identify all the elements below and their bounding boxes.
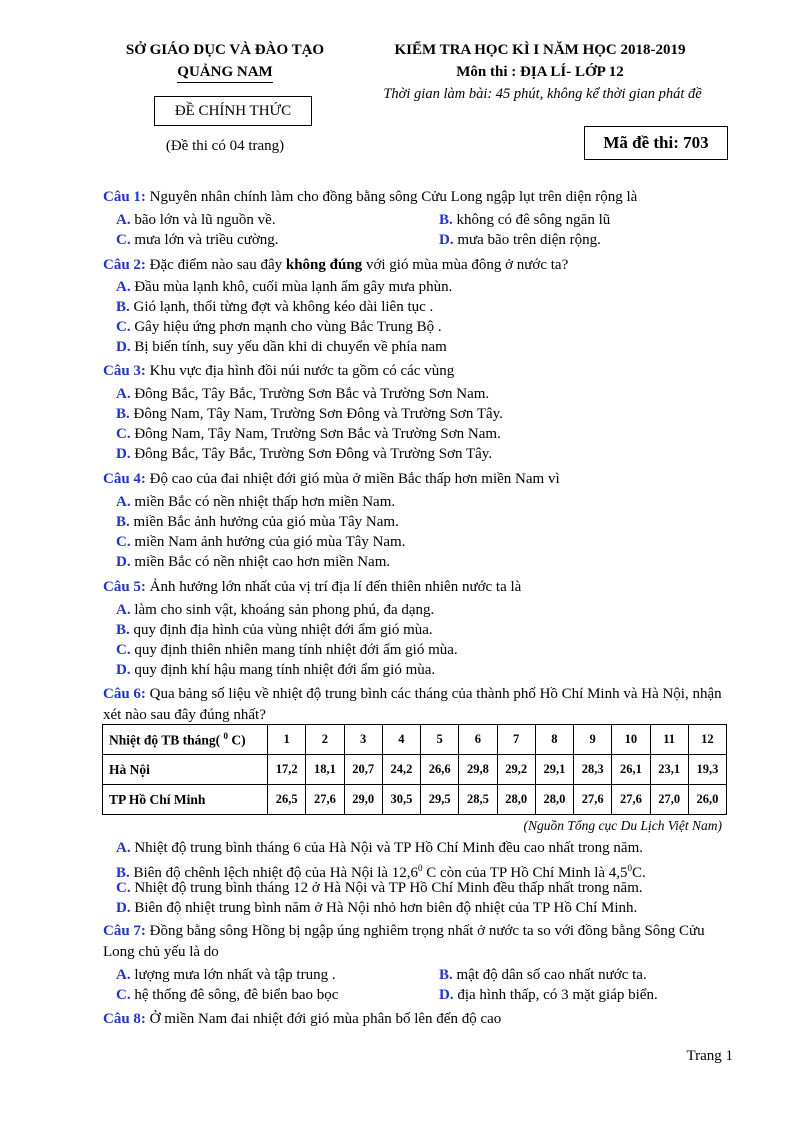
table-cell: 28,5 — [459, 785, 497, 815]
option-text: Bị biến tính, suy yếu dần khi di chuyển về phía nam — [134, 339, 447, 355]
month-header: 7 — [497, 725, 535, 755]
month-header: 5 — [421, 725, 459, 755]
table-cell: 26,6 — [421, 755, 459, 785]
option-letter: D. — [439, 987, 454, 1003]
question-label: Câu 2: — [103, 257, 146, 273]
question-text: Nguyên nhân chính làm cho đồng bằng sông Cửu Long ngập lụt trên diện rộng là — [145, 189, 638, 205]
q6-option-c[interactable] — [116, 878, 643, 898]
q7-option-a[interactable] — [116, 965, 336, 985]
table-cell: 29,1 — [535, 755, 573, 785]
option-letter: D. — [116, 339, 131, 355]
q1-option-d[interactable] — [439, 230, 601, 250]
question-text: Ảnh hưởng lớn nhất của vị trí địa lí đến thiên nhiên nước ta là — [145, 579, 522, 595]
option-letter: D. — [116, 662, 131, 678]
option-letter: B. — [116, 299, 130, 315]
month-header: 8 — [535, 725, 573, 755]
month-header: 3 — [344, 725, 382, 755]
option-letter: D. — [439, 232, 454, 248]
question-text: Độ cao của đai nhiệt đới gió mùa ở miền Bắc thấp hơn miền Nam vì — [145, 471, 560, 487]
option-text: Đông Nam, Tây Nam, Trường Sơn Đông và Trường Sơn Tây. — [133, 406, 503, 422]
table-cell: 27,0 — [650, 785, 688, 815]
official-exam-box: ĐỀ CHÍNH THỨC — [154, 96, 312, 126]
q6-option-d[interactable] — [116, 898, 637, 918]
option-text: làm cho sinh vật, khoáng sản phong phú, đa dạng. — [134, 602, 435, 618]
q1-option-b[interactable] — [439, 210, 610, 230]
temperature-table — [102, 724, 727, 815]
question-4 — [103, 469, 728, 489]
option-letter: D. — [116, 446, 131, 462]
option-text: hệ thống đê sông, đê biển bao bọc — [134, 987, 339, 1003]
q3-option-c[interactable] — [116, 424, 501, 444]
option-text: mật độ dân số cao nhất nước ta. — [456, 967, 647, 983]
q2-option-b[interactable] — [116, 297, 433, 317]
option-text: Đầu mùa lạnh khô, cuối mùa lạnh ẩm gây mưa phùn. — [134, 279, 453, 295]
question-text: Đồng bằng sông Hồng bị ngập úng nghiêm trọng nhất ở nước ta so với đồng bằng Sông Cửu Long chủ yếu là do — [103, 923, 705, 960]
q5-option-d[interactable] — [116, 660, 435, 680]
option-letter: B. — [439, 212, 453, 228]
option-letter: C. — [116, 534, 131, 550]
table-cell: 26,0 — [688, 785, 726, 815]
option-text: miền Nam ảnh hưởng của gió mùa Tây Nam. — [134, 534, 406, 550]
header-label-sup: 0 — [223, 730, 229, 741]
table-cell: 29,8 — [459, 755, 497, 785]
table-row — [103, 785, 727, 815]
month-header: 12 — [688, 725, 726, 755]
option-text: Đông Bắc, Tây Bắc, Trường Sơn Đông và Trường Sơn Tây. — [134, 446, 493, 462]
option-letter: C. — [116, 232, 131, 248]
option-letter: A. — [116, 279, 131, 295]
question-label: Câu 6: — [103, 686, 146, 702]
table-cell: 26,5 — [268, 785, 306, 815]
question-5 — [103, 577, 728, 597]
option-text: lượng mưa lớn nhất và tập trung . — [134, 967, 336, 983]
degree-sup: 0 — [627, 863, 633, 873]
table-cell: 26,1 — [612, 755, 650, 785]
q1-option-c[interactable] — [116, 230, 279, 250]
q4-option-a[interactable] — [116, 492, 395, 512]
question-text-end: với gió mùa mùa đông ở nước ta? — [362, 257, 569, 273]
option-text: Gây hiệu ứng phơn mạnh cho vùng Bắc Trung Bộ . — [134, 319, 442, 335]
table-cell: 27,6 — [306, 785, 344, 815]
question-7 — [103, 921, 728, 963]
question-emphasis: không đúng — [285, 257, 363, 273]
option-letter: A. — [116, 494, 131, 510]
table-cell: 29,0 — [344, 785, 382, 815]
q1-option-a[interactable] — [116, 210, 276, 230]
q7-option-b[interactable] — [439, 965, 647, 985]
month-header: 6 — [459, 725, 497, 755]
q3-option-b[interactable] — [116, 404, 503, 424]
q5-option-b[interactable] — [116, 620, 433, 640]
option-text: Biên độ chênh lệch nhiệt độ của Hà Nội là 12,6 — [133, 865, 419, 881]
question-text: Ở miền Nam đai nhiệt đới gió mùa phân bố lên đến độ cao — [145, 1011, 502, 1027]
option-letter: A. — [116, 212, 131, 228]
q3-option-d[interactable] — [116, 444, 492, 464]
q4-option-d[interactable] — [116, 552, 390, 572]
question-label: Câu 7: — [103, 923, 146, 939]
pages-note: (Đề thi có 04 trang) — [165, 138, 285, 154]
table-cell: 27,6 — [612, 785, 650, 815]
q7-option-d[interactable] — [439, 985, 658, 1005]
option-letter: B. — [439, 967, 453, 983]
option-text: Đông Bắc, Tây Bắc, Trường Sơn Bắc và Trường Sơn Nam. — [134, 386, 490, 402]
question-3 — [103, 361, 728, 381]
table-cell: 19,3 — [688, 755, 726, 785]
question-2 — [103, 255, 728, 275]
page-number: Trang 1 — [686, 1048, 733, 1064]
exam-code-box: Mã đề thi: 703 — [584, 126, 728, 160]
month-header: 9 — [574, 725, 612, 755]
q2-option-d[interactable] — [116, 337, 447, 357]
question-text: Khu vực địa hình đồi núi nước ta gồm có các vùng — [145, 363, 455, 379]
q5-option-c[interactable] — [116, 640, 458, 660]
table-cell: 24,2 — [382, 755, 420, 785]
option-text: mưa lớn và triều cường. — [134, 232, 279, 248]
table-cell: 17,2 — [268, 755, 306, 785]
table-header-label — [103, 725, 268, 755]
q2-option-a[interactable] — [116, 277, 452, 297]
table-cell: 30,5 — [382, 785, 420, 815]
option-letter: B. — [116, 514, 130, 530]
option-text: bão lớn và lũ nguồn về. — [134, 212, 276, 228]
header-label-text: Nhiệt độ TB tháng( — [109, 732, 224, 748]
q3-option-a[interactable] — [116, 384, 489, 404]
option-letter: A. — [116, 967, 131, 983]
table-row — [103, 755, 727, 785]
q5-option-a[interactable] — [116, 600, 434, 620]
option-letter: B. — [116, 622, 130, 638]
q6-option-a[interactable] — [116, 838, 643, 858]
province-name — [95, 64, 355, 81]
option-letter: B. — [116, 406, 130, 422]
option-text: Đông Nam, Tây Nam, Trường Sơn Bắc và Trường Sơn Nam. — [134, 426, 501, 442]
option-letter: C. — [116, 987, 131, 1003]
q2-option-c[interactable] — [116, 317, 442, 337]
option-letter: A. — [116, 840, 131, 856]
option-letter: C. — [116, 880, 131, 896]
table-cell: 27,6 — [574, 785, 612, 815]
degree-sup: 0 — [418, 863, 423, 873]
option-text: miền Bắc ảnh hưởng của gió mùa Tây Nam. — [133, 514, 399, 530]
question-6 — [103, 684, 728, 726]
table-cell: 29,2 — [497, 755, 535, 785]
option-text: Nhiệt độ trung bình tháng 12 ở Hà Nội và TP Hồ Chí Minh đều thấp nhất trong năm. — [134, 880, 643, 896]
q4-option-b[interactable] — [116, 512, 399, 532]
exam-subject: Môn thi : ĐỊA LÍ- LỚP 12 — [456, 64, 624, 80]
option-text: không có đê sông ngăn lũ — [456, 212, 611, 228]
question-label: Câu 4: — [103, 471, 146, 487]
province-label: QUẢNG NAM — [177, 64, 272, 83]
table-header-row — [103, 725, 727, 755]
option-text: quy định khí hậu mang tính nhiệt đới ẩm gió mùa. — [134, 662, 436, 678]
option-text: địa hình thấp, có 3 mặt giáp biển. — [457, 987, 658, 1003]
table-cell: 28,0 — [497, 785, 535, 815]
option-text: quy định thiên nhiên mang tính nhiệt đới ẩm gió mùa. — [134, 642, 458, 658]
month-header: 1 — [268, 725, 306, 755]
question-label: Câu 3: — [103, 363, 146, 379]
option-letter: C. — [116, 642, 131, 658]
question-text: Qua bảng số liệu về nhiệt độ trung bình các tháng của thành phố Hồ Chí Minh và Hà Nội, nhận xét nào sau đây đúng nhất? — [103, 686, 722, 723]
month-header: 2 — [306, 725, 344, 755]
option-letter: C. — [116, 426, 131, 442]
option-text-mid: C còn của TP Hồ Chí Minh là 4,5 — [422, 865, 628, 881]
q4-option-c[interactable] — [116, 532, 405, 552]
city-name: TP Hồ Chí Minh — [103, 785, 268, 815]
q7-option-c[interactable] — [116, 985, 338, 1005]
option-text: miền Bắc có nền nhiệt thấp hơn miền Nam. — [134, 494, 396, 510]
question-label: Câu 1: — [103, 189, 146, 205]
month-header: 10 — [612, 725, 650, 755]
department-name: SỞ GIÁO DỤC VÀ ĐÀO TẠO — [125, 42, 325, 58]
question-text: Đặc điểm nào sau đây — [145, 257, 286, 273]
option-text-end: C. — [632, 865, 646, 881]
table-cell: 18,1 — [306, 755, 344, 785]
option-letter: D. — [116, 900, 131, 916]
option-text: Nhiệt độ trung bình tháng 6 của Hà Nội và TP Hồ Chí Minh đều cao nhất trong năm. — [134, 840, 644, 856]
month-header: 11 — [650, 725, 688, 755]
header-label-unit: C) — [228, 732, 246, 748]
table-cell: 28,0 — [535, 785, 573, 815]
option-text: mưa bão trên diện rộng. — [457, 232, 601, 248]
table-cell: 29,5 — [421, 785, 459, 815]
option-text: Biên độ nhiệt trung bình năm ở Hà Nội nhỏ hơn biên độ nhiệt của TP Hồ Chí Minh. — [134, 900, 638, 916]
option-letter: B. — [116, 865, 130, 881]
question-label: Câu 8: — [103, 1011, 146, 1027]
option-text: Gió lạnh, thổi từng đợt và không kéo dài liên tục . — [133, 299, 434, 315]
option-letter: A. — [116, 386, 131, 402]
option-text: quy định địa hình của vùng nhiệt đới ẩm gió mùa. — [133, 622, 433, 638]
table-cell: 28,3 — [574, 755, 612, 785]
table-cell: 20,7 — [344, 755, 382, 785]
option-letter: D. — [116, 554, 131, 570]
table-source: (Nguồn Tổng cục Du Lịch Việt Nam) — [523, 818, 722, 833]
city-name: Hà Nội — [103, 755, 268, 785]
question-1 — [103, 187, 728, 207]
question-label: Câu 5: — [103, 579, 146, 595]
option-letter: A. — [116, 602, 131, 618]
month-header: 4 — [382, 725, 420, 755]
table-cell: 23,1 — [650, 755, 688, 785]
option-letter: C. — [116, 319, 131, 335]
question-8 — [103, 1009, 728, 1029]
exam-title: KIỂM TRA HỌC KÌ I NĂM HỌC 2018-2019 — [394, 42, 686, 58]
option-text: miền Bắc có nền nhiệt cao hơn miền Nam. — [134, 554, 391, 570]
exam-duration: Thời gian làm bài: 45 phút, không kể thời gian phát đề — [383, 86, 702, 102]
